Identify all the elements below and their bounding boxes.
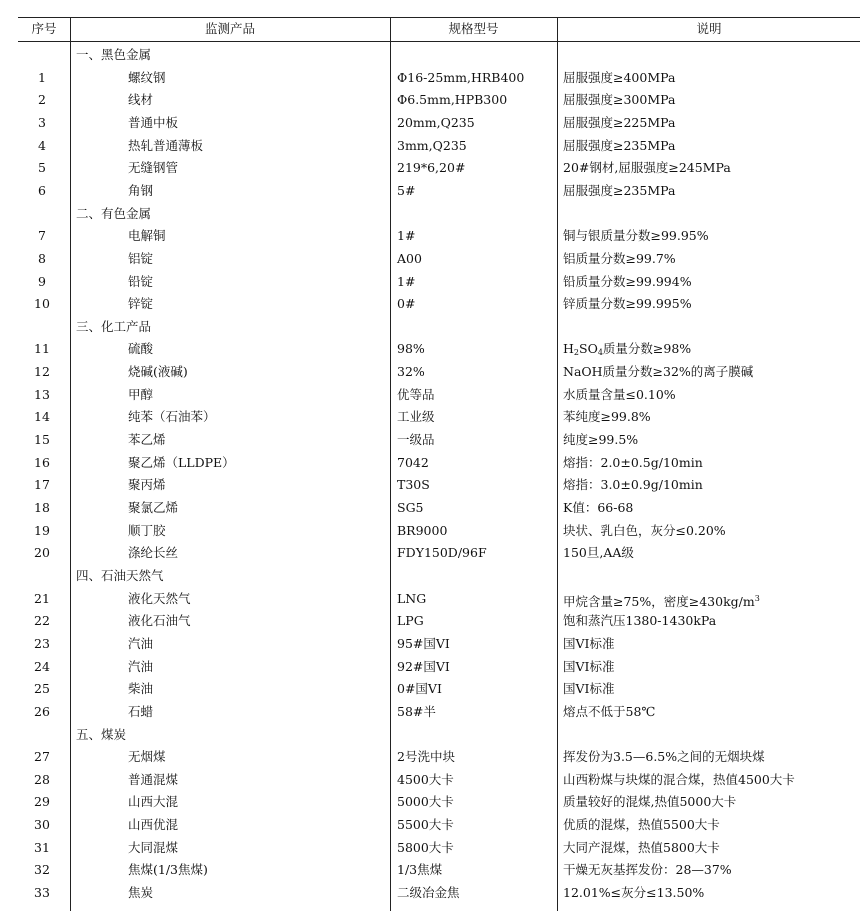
spec-value: 工业级 xyxy=(397,409,435,425)
note-text: 屈服强度≥300MPa xyxy=(563,92,676,108)
note-text: 块状、乳白色，灰分≤0.20% xyxy=(563,522,726,538)
product-name: 烧碱(液碱) xyxy=(128,364,188,380)
note-text: 屈服强度≥225MPa xyxy=(563,114,676,130)
row-index: 1 xyxy=(38,69,46,85)
product-name: 汽油 xyxy=(128,658,154,674)
note-text: 屈服强度≥235MPa xyxy=(563,182,676,198)
product-name: 聚氯乙烯 xyxy=(128,500,179,515)
row-index: 13 xyxy=(34,386,50,402)
note-text: 干燥无灰基挥发份：28—37% xyxy=(563,862,732,878)
col-divider-1 xyxy=(70,17,71,911)
note-text: 熔指：2.0±0.5g/10min xyxy=(563,454,703,470)
note-text: K值：66-68 xyxy=(563,500,634,515)
note-text: NaOH质量分数≥32%的离子膜碱 xyxy=(563,364,754,380)
spec-value: 95#国VI xyxy=(397,635,450,651)
spec-value: 1# xyxy=(397,273,416,289)
row-index: 6 xyxy=(38,182,46,198)
product-name: 柴油 xyxy=(128,681,154,697)
row-index: 3 xyxy=(38,114,46,130)
section-heading: 四、石油天然气 xyxy=(76,567,164,583)
row-index: 16 xyxy=(34,454,50,470)
note-text: 优质的混煤，热值5500大卡 xyxy=(563,817,720,833)
spec-value: 219*6,20# xyxy=(397,160,466,176)
row-index: 25 xyxy=(34,681,50,697)
note-text: 铅质量分数≥99.994% xyxy=(563,273,692,289)
spec-value: 0# xyxy=(397,296,416,312)
row-index: 26 xyxy=(34,703,50,719)
product-name: 苯乙烯 xyxy=(128,432,166,448)
product-name: 无烟煤 xyxy=(128,749,166,765)
row-index: 14 xyxy=(34,409,50,425)
row-index: 12 xyxy=(34,364,50,380)
product-name: 石蜡 xyxy=(128,703,154,719)
spec-value: 7042 xyxy=(397,454,429,470)
spec-value: 5500大卡 xyxy=(397,817,454,833)
row-index: 18 xyxy=(34,500,50,515)
product-name: 线材 xyxy=(128,92,154,108)
row-index: 15 xyxy=(34,432,50,448)
product-name: 铅锭 xyxy=(128,273,154,289)
product-name: 锌锭 xyxy=(128,296,154,312)
note-text: 山西粉煤与块煤的混合煤，热值4500大卡 xyxy=(563,771,795,787)
spec-value: SG5 xyxy=(397,500,424,515)
note-text: 铝质量分数≥99.7% xyxy=(563,250,676,266)
row-index: 19 xyxy=(34,522,50,538)
row-index: 8 xyxy=(38,250,46,266)
product-name: 热轧普通薄板 xyxy=(128,137,204,153)
spec-value: 98% xyxy=(397,341,425,357)
header-note: 说明 xyxy=(696,21,722,36)
spec-value: 20mm,Q235 xyxy=(397,114,475,130)
col-divider-2 xyxy=(390,17,391,911)
row-index: 10 xyxy=(34,296,50,312)
product-name: 大同混煤 xyxy=(128,839,179,855)
row-index: 27 xyxy=(34,749,50,765)
spec-value: FDY150D/96F xyxy=(397,545,487,561)
product-name: 山西优混 xyxy=(128,817,179,833)
note-text: 熔点不低于58℃ xyxy=(563,703,656,719)
note-text: 质量较好的混煤,热值5000大卡 xyxy=(563,794,737,810)
spec-value: 1/3焦煤 xyxy=(397,862,443,878)
spec-value: 5000大卡 xyxy=(397,794,454,810)
spec-value: 58#半 xyxy=(397,703,436,719)
note-text: 甲烷含量≥75%，密度$\ge 430kg/m^3$ xyxy=(563,593,760,609)
note-text: 国VI标准 xyxy=(563,681,615,697)
section-heading: 五、煤炭 xyxy=(76,726,127,742)
row-index: 24 xyxy=(34,658,50,674)
product-name: 液化天然气 xyxy=(128,590,191,606)
note-text: 150旦,AA级 xyxy=(563,545,634,561)
product-name: 螺纹钢 xyxy=(128,69,166,85)
row-index: 11 xyxy=(34,341,50,357)
row-index: 9 xyxy=(38,273,46,289)
product-name: 角钢 xyxy=(128,182,154,198)
row-index: 17 xyxy=(34,477,50,493)
product-name: 无缝钢管 xyxy=(128,160,179,176)
product-name: 普通中板 xyxy=(128,114,179,130)
product-name: 铝锭 xyxy=(128,250,154,266)
row-index: 33 xyxy=(34,885,50,901)
product-name: 焦炭 xyxy=(128,885,154,901)
note-text: 屈服强度≥235MPa xyxy=(563,137,676,153)
spec-value: 1# xyxy=(397,228,416,244)
note-text: 锌质量分数≥99.995% xyxy=(563,296,692,312)
row-index: 32 xyxy=(34,862,50,878)
product-name: 普通混煤 xyxy=(128,771,179,787)
product-name: 甲醇 xyxy=(128,386,154,402)
spec-value: LPG xyxy=(397,613,424,629)
note-text: 水质量含量≤0.10% xyxy=(563,386,676,402)
row-index: 29 xyxy=(34,794,50,810)
row-index: 22 xyxy=(34,613,50,629)
row-index: 7 xyxy=(38,228,46,244)
row-index: 20 xyxy=(34,545,50,561)
header-index: 序号 xyxy=(31,21,57,36)
spec-value: 5800大卡 xyxy=(397,839,454,855)
section-heading: 三、化工产品 xyxy=(76,318,152,334)
product-name: 硫酸 xyxy=(128,341,154,357)
note-text: 挥发份为3.5—6.5%之间的无烟块煤 xyxy=(563,749,765,765)
spec-value: BR9000 xyxy=(397,522,448,538)
product-name: 涤纶长丝 xyxy=(128,545,179,561)
note-text: 屈服强度≥400MPa xyxy=(563,69,676,85)
section-heading: 一、黑色金属 xyxy=(76,47,152,62)
note-text: 大同产混煤，热值5800大卡 xyxy=(563,839,720,855)
product-name: 液化石油气 xyxy=(128,613,191,629)
spec-value: Φ6.5mm,HPB300 xyxy=(397,92,508,108)
row-index: 4 xyxy=(38,137,46,153)
note-text: 国VI标准 xyxy=(563,658,615,674)
note-text: 苯纯度≥99.8% xyxy=(563,409,651,425)
note-text: 国VI标准 xyxy=(563,635,615,651)
chemical-formula: $H_2SO_4$ xyxy=(563,341,603,358)
note-text: 铜与银质量分数≥99.95% xyxy=(563,228,709,244)
product-name: 焦煤(1/3焦煤) xyxy=(128,862,208,878)
row-index: 5 xyxy=(38,160,46,176)
row-index: 2 xyxy=(38,92,46,108)
product-name: 汽油 xyxy=(128,635,154,651)
header-bottom-rule xyxy=(18,41,860,42)
product-name: 电解铜 xyxy=(128,228,166,244)
note-text: 熔指：3.0±0.9g/10min xyxy=(563,477,703,493)
row-index: 31 xyxy=(34,839,50,855)
product-name: 山西大混 xyxy=(128,794,179,810)
spec-value: Φ16-25mm,HRB400 xyxy=(397,69,525,85)
spec-value: 5# xyxy=(397,182,416,198)
spec-value: LNG xyxy=(397,590,427,606)
product-name: 聚乙烯（LLDPE） xyxy=(128,454,235,470)
spec-value: 优等品 xyxy=(397,386,435,402)
spec-value: 3mm,Q235 xyxy=(397,137,467,153)
row-index: 21 xyxy=(34,590,50,606)
row-index: 23 xyxy=(34,635,50,651)
note-text: 12.01%≤灰分≤13.50% xyxy=(563,885,705,901)
col-divider-3 xyxy=(557,17,558,911)
header-spec: 规格型号 xyxy=(448,21,499,36)
note-text: 纯度≥99.5% xyxy=(563,432,639,448)
section-heading: 二、有色金属 xyxy=(76,205,152,221)
spec-value: 一级品 xyxy=(397,432,435,448)
product-name: 聚丙烯 xyxy=(128,477,166,493)
spec-value: 32% xyxy=(397,364,425,380)
note-text: $H_2SO_4$质量分数≥98% xyxy=(563,341,692,358)
spec-value: A00 xyxy=(397,250,422,266)
spec-value: 4500大卡 xyxy=(397,771,454,787)
spec-value: 0#国VI xyxy=(397,681,442,697)
spec-value: 二级冶金焦 xyxy=(397,885,460,901)
note-text: 20#钢材,屈服强度≥245MPa xyxy=(563,160,731,176)
product-name: 纯苯（石油苯） xyxy=(128,409,216,425)
row-index: 30 xyxy=(34,817,50,833)
row-index: 28 xyxy=(34,771,50,787)
product-name: 顺丁胶 xyxy=(128,522,166,538)
spec-value: 92#国VI xyxy=(397,658,450,674)
note-text: 饱和蒸汽压1380-1430kPa xyxy=(563,613,717,629)
header-product: 监测产品 xyxy=(204,21,255,36)
spec-value: T30S xyxy=(397,477,430,493)
spec-value: 2号洗中块 xyxy=(397,749,455,765)
